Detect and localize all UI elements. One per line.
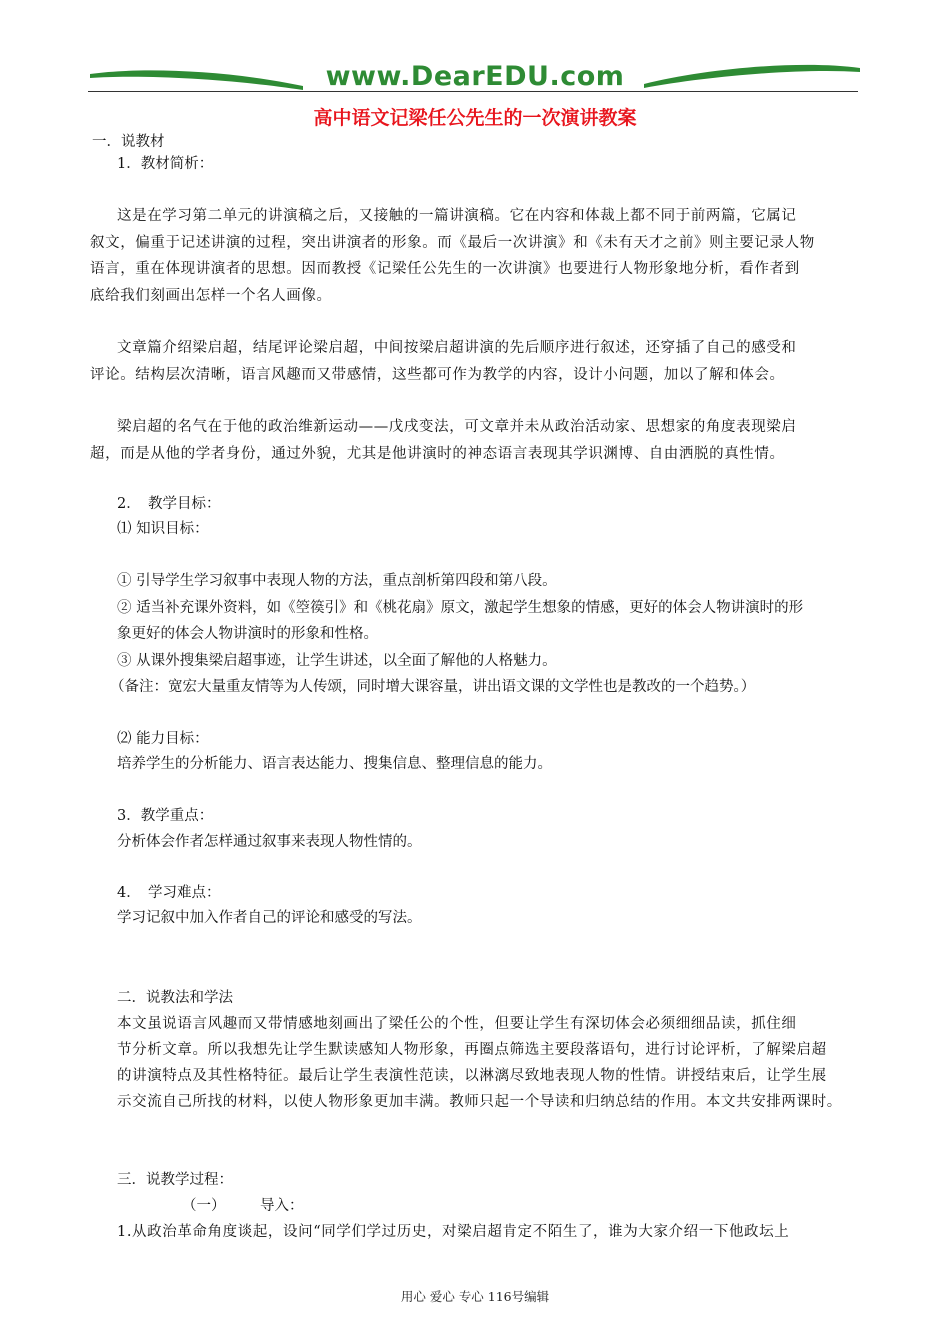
goal-item: 象更好的体会人物讲演时的形象和性格。 [117,626,378,642]
paragraph-line: 评论。结构层次清晰，语言风趣而又带感情，这些都可作为教学的内容，设计小问题，加以了解和体会。 [90,367,785,383]
goal-item: ② 适当补充课外资料，如《箜篌引》和《桃花扇》原文，激起学生想象的情感，更好的体会人物讲演时的形 [117,600,804,616]
paragraph-line: 叙文，偏重于记述讲演的过程，突出讲演者的形象。而《最后一次讲演》和《未有天才之前》则主要记录人物 [90,235,815,251]
paragraph-line: 1.从政治革命角度谈起，设问“同学们学过历史，对梁启超肯定不陌生了，谁为大家介绍一下他政坛上 [117,1224,790,1240]
paragraph-line: 超，而是从他的学者身份，通过外貌，尤其是他讲演时的神态语言表现其学识渊博、自由洒脱的真性情。 [90,446,785,462]
section-1-3-text: 分析体会作者怎样通过叙事来表现人物性情的。 [117,834,422,850]
paragraph-line: 节分析文章。所以我想先让学生默读感知人物形象，再圈点筛选主要段落语句，进行讨论评析，了解梁启超 [117,1042,827,1058]
page-footer: 用心 爱心 专心 116号编辑 [400,1289,550,1304]
subsection-number: （一） [182,1198,226,1214]
section-1-1-heading: 1．教材简析： [117,156,214,172]
paragraph-line: 语言，重在体现讲演者的思想。因而教授《记梁任公先生的一次讲演》也要进行人物形象地分析，看作者到 [90,261,800,277]
paragraph-line: 文章篇介绍梁启超，结尾评论梁启超，中间按梁启超讲演的先后顺序进行叙述，还穿插了自己的感受和 [117,340,797,356]
section-1-2-heading: 2． 教学目标： [117,496,221,512]
site-header [88,62,862,94]
paragraph-line: 本文虽说语言风趣而又带情感地刻画出了梁任公的个性，但要让学生有深切体会必须细细品读，抓住细 [117,1016,797,1032]
paragraph-line: 底给我们刻画出怎样一个名人画像。 [90,288,332,304]
page-title: 高中语文记梁任公先生的一次演讲教案 [313,107,637,129]
knowledge-goal-heading: ⑴ 知识目标： [117,521,209,537]
header-rule [88,91,858,92]
section-3-heading: 三．说教学过程： [117,1172,233,1188]
section-1-4-text: 学习记叙中加入作者自己的评论和感受的写法。 [117,910,422,926]
section-1-heading: 一．说教材 [92,134,165,150]
section-1-3-heading: 3．教学重点： [117,808,214,824]
paragraph-line: 的讲演特点及其性格特征。最后让学生表演性范读，以淋漓尽致地表现人物的性情。讲授结束后，让学生展 [117,1068,827,1084]
goal-item: ③ 从课外搜集梁启超事迹，让学生讲述，以全面了解他的人格魅力。 [117,653,557,669]
subsection-label: 导入： [260,1198,304,1214]
section-1-4-heading: 4． 学习难点： [117,885,221,901]
note-line: （备注：宽宏大量重友情等为人传颂，同时增大课容量，讲出语文课的文学性也是教改的一个趋势。） [110,679,756,695]
paragraph-line: 梁启超的名气在于他的政治维新运动——戊戌变法，可文章并未从政治活动家、思想家的角度表现梁启 [117,419,797,435]
ability-goal-heading: ⑵ 能力目标： [117,731,209,747]
site-logo-text: www.DearEDU.com [325,61,625,92]
paragraph-line: 这是在学习第二单元的讲演稿之后，又接触的一篇讲演稿。它在内容和体裁上都不同于前两篇，它属记 [117,208,797,224]
goal-item: ① 引导学生学习叙事中表现人物的方法，重点剖析第四段和第八段。 [117,573,557,589]
section-2-heading: 二．说教法和学法 [117,990,233,1006]
paragraph-line: 示交流自己所找的材料，以使人物形象更加丰满。教师只起一个导读和归纳总结的作用。本文共安排两课时。 [117,1094,842,1110]
ability-goal-text: 培养学生的分析能力、语言表达能力、搜集信息、整理信息的能力。 [117,756,552,772]
